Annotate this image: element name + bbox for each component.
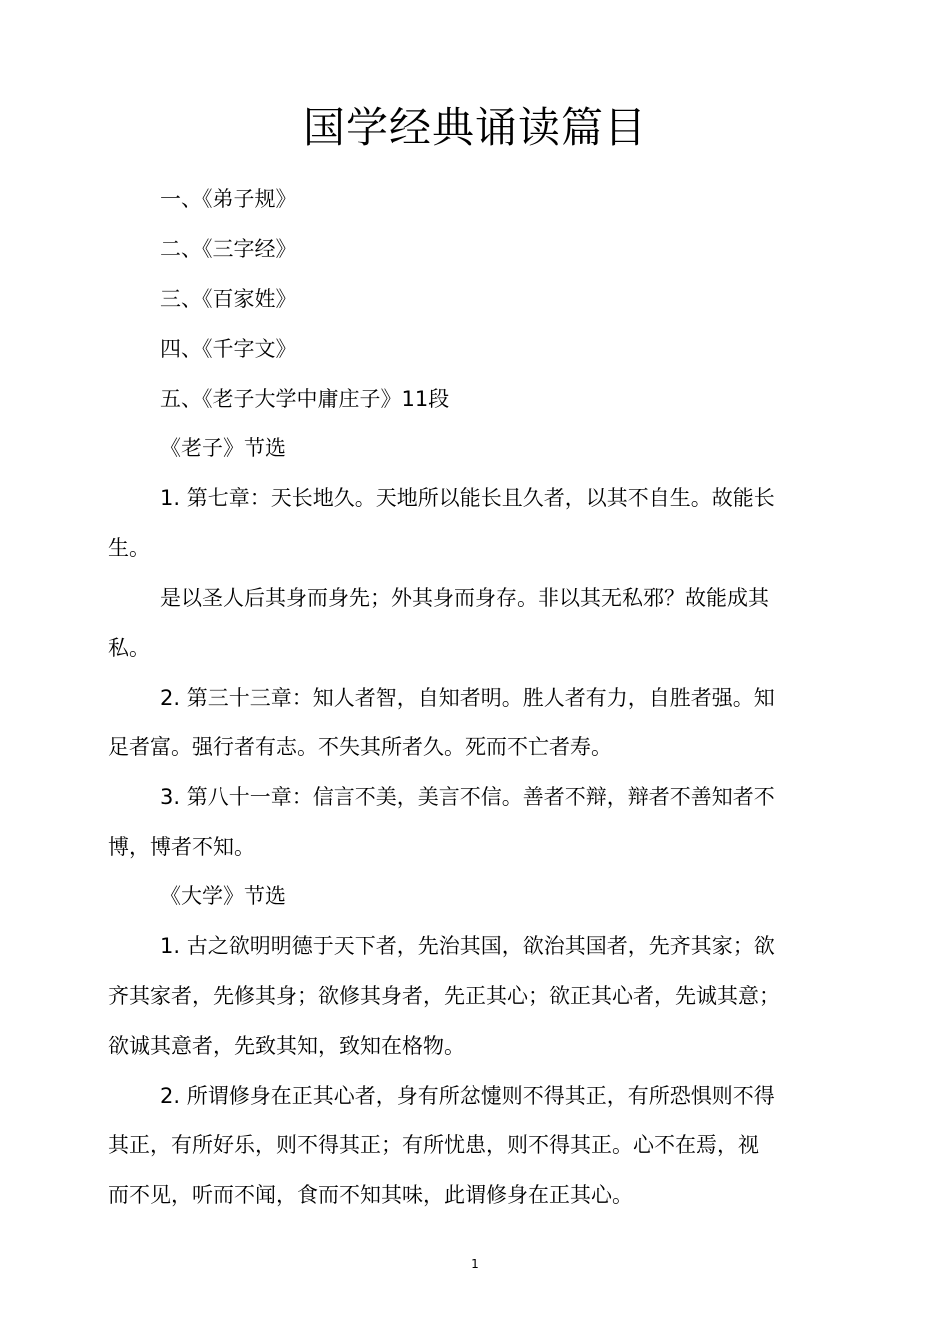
paragraph-line: 欲诚其意者，先致其知，致知在格物。 — [108, 1034, 465, 1058]
contents-item: 二、《三字经》 — [160, 237, 297, 261]
paragraph-line: 博，博者不知。 — [108, 835, 255, 859]
contents-item: 五、《老子大学中庸庄子》11段 — [160, 387, 450, 411]
contents-item: 三、《百家姓》 — [160, 287, 297, 311]
paragraph-line: 私。 — [108, 636, 150, 660]
contents-item: 四、《千字文》 — [160, 337, 297, 361]
paragraph-line: 2. 第三十三章：知人者智，自知者明。胜人者有力，自胜者强。知 — [160, 686, 775, 710]
paragraph-line: 生。 — [108, 536, 150, 560]
paragraph-line: 而不见，听而不闻，食而不知其味，此谓修身在正其心。 — [108, 1183, 633, 1207]
paragraph-line: 1. 古之欲明明德于天下者，先治其国，欲治其国者，先齐其家；欲 — [160, 934, 775, 958]
section-heading: 《大学》节选 — [160, 884, 286, 908]
paragraph-line: 3. 第八十一章：信言不美，美言不信。善者不辩，辩者不善知者不 — [160, 785, 775, 809]
paragraph-line: 足者富。强行者有志。不失其所者久。死而不亡者寿。 — [108, 735, 612, 759]
page-title: 国学经典诵读篇目 — [302, 103, 647, 152]
section-heading: 《老子》节选 — [160, 436, 286, 460]
contents-item: 一、《弟子规》 — [160, 187, 297, 211]
page-number: 1 — [471, 1257, 479, 1271]
paragraph-line: 齐其家者，先修其身；欲修其身者，先正其心；欲正其心者，先诚其意； — [108, 984, 780, 1008]
paragraph-line: 是以圣人后其身而身先；外其身而身存。非以其无私邪？故能成其 — [160, 586, 769, 610]
paragraph-line: 2. 所谓修身在正其心者，身有所忿懥则不得其正，有所恐惧则不得 — [160, 1084, 775, 1108]
paragraph-line: 其正，有所好乐，则不得其正；有所忧患，则不得其正。心不在焉，视 — [108, 1133, 759, 1157]
paragraph-line: 1. 第七章：天长地久。天地所以能长且久者，以其不自生。故能长 — [160, 486, 775, 510]
